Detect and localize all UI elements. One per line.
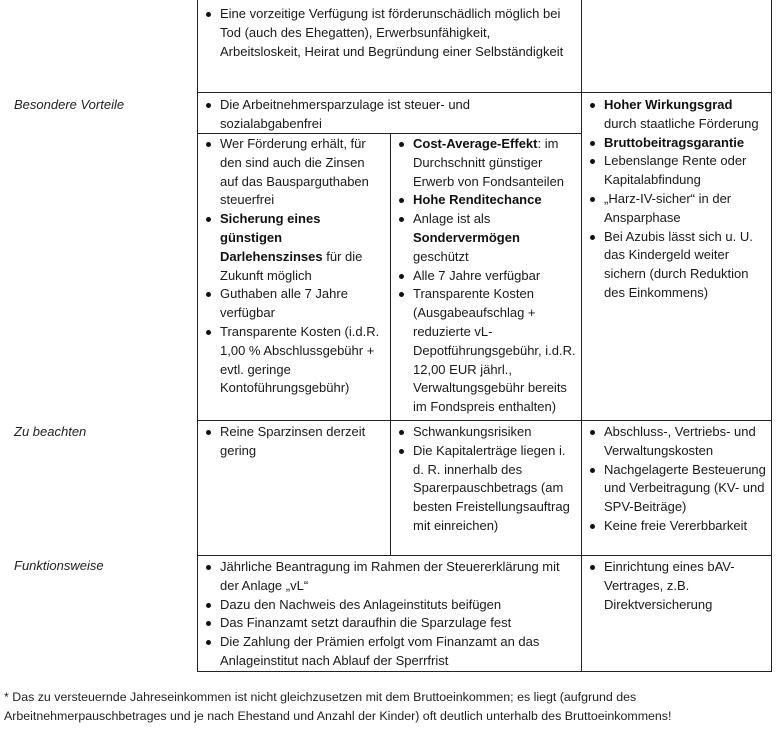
list-item: [584, 96, 768, 134]
list-item-text: geschützt: [413, 248, 469, 264]
list-item-text: für die Zukunft möglich: [220, 248, 363, 283]
list-item-text: Wer Förderung erhält, für den sind auch die Zinsen auf das Bausparguthaben steuerfrei: [220, 136, 369, 208]
list-item: [393, 135, 577, 191]
grid-line: [581, 0, 582, 672]
grid-line: [197, 671, 772, 672]
list-item: Das Finanzamt setzt daraufhin die Sparzulage fest: [200, 614, 576, 633]
grid-line: [197, 0, 198, 672]
grid-line: [197, 92, 772, 93]
list-item: Eine vorzeitige Verfügung ist förderunschädlich möglich bei Tod (auch des Ehegatten), Erwerbsunfähigkeit, Arbeitsloskeit, Heirat und Begründung einer Selbständigkeit: [200, 5, 572, 61]
list-item-text: Bei Azubis lässt sich u. U. das Kindergeld weiter sichern (durch Reduktion des Einkommens): [604, 228, 753, 300]
list-item: Schwankungsrisiken: [393, 423, 577, 442]
list-item-text: Transparente Kosten (Ausgabeaufschlag + reduzierte vL-Depotführungsgebühr, i.d.R. 12,00 EUR jährl., Verwaltungsgebühr bereits im Fondspreis enthalten): [413, 286, 576, 415]
vorteile-bausparen-cell: [200, 135, 386, 398]
grid-line: [771, 0, 772, 672]
list-item: [200, 135, 386, 210]
list-item: [200, 210, 386, 285]
list-item-text: Lebenslange Rente oder Kapitalabfindung: [604, 153, 747, 188]
beachten-col3-cell: [584, 423, 768, 536]
funktion-merged-cell: [200, 558, 576, 671]
list-item: Reine Sparzinsen derzeit gering: [200, 423, 386, 461]
footnote: * Das zu versteuernde Jahreseinkommen ist nicht gleichzusetzen mit dem Bruttoeinkommen; es liegt (aufgrund des Arbeitnehmerpauschbetrages und je nach Ehestand und Anzahl der Kinder) oft deutlich unterhalb des Bruttoeinkommens!: [4, 690, 672, 723]
row-label-besondere-vorteile: Besondere Vorteile: [14, 97, 125, 112]
row-label-funktionsweise: Funktionsweise: [14, 558, 104, 573]
list-item-text: Guthaben alle 7 Jahre verfügbar: [220, 286, 348, 321]
list-item: [584, 190, 768, 228]
list-item: [200, 323, 386, 398]
list-item-emphasis: Sicherung eines günstigen Darlehenszinses: [220, 211, 323, 264]
top-cell-verfuegung: [200, 5, 572, 61]
list-item-emphasis: Hohe Renditechance: [413, 192, 542, 208]
row-label-zu-beachten: Zu beachten: [14, 424, 87, 439]
list-item-emphasis: Bruttobeitragsgarantie: [604, 134, 745, 150]
list-item: [393, 210, 577, 266]
list-item: Dazu den Nachweis des Anlageinstituts beifügen: [200, 596, 576, 615]
list-item-text: Alle 7 Jahre verfügbar: [413, 267, 541, 283]
list-item-emphasis: Sondervermögen: [413, 229, 520, 245]
funktion-col3-cell: [584, 558, 768, 614]
list-item: Jährliche Beantragung im Rahmen der Steuererklärung mit der Anlage „vL“: [200, 558, 576, 596]
list-item: Nachgelagerte Besteuerung und Verbeitragung (KV- und SPV-Beiträge): [584, 461, 768, 517]
vorteile-fonds-cell: [393, 135, 577, 417]
list-item: [584, 152, 768, 190]
grid-line: [197, 420, 772, 421]
list-item-text: Transparente Kosten (i.d.R. 1,00 % Abschlussgebühr + evtl. geringe Kontoführungsgebühr): [220, 323, 380, 396]
list-item-text: durch staatliche Förderung: [604, 115, 759, 131]
list-item-text: „Harz-IV-sicher“ in der Ansparphase: [604, 190, 732, 225]
list-item: Keine freie Vererbbarkeit: [584, 517, 768, 536]
grid-line: [390, 133, 391, 555]
list-item: [393, 285, 577, 417]
list-item: [200, 285, 386, 323]
list-item: Die Kapitalerträge liegen i. d. R. innerhalb des Sparerpauschbetrags (am besten Freistellungsauftrag mit einreichen): [393, 442, 577, 536]
grid-line: [197, 555, 772, 556]
list-item: Einrichtung eines bAV-Vertrages, z.B. Direktversicherung: [584, 558, 768, 614]
beachten-col2-cell: [393, 423, 577, 536]
list-item: [584, 134, 768, 153]
list-item: [584, 228, 768, 303]
list-item-emphasis: Hoher Wirkungsgrad: [604, 97, 733, 112]
list-item: [393, 191, 577, 210]
vorteile-merged-cell: [200, 96, 574, 134]
list-item-emphasis: Cost-Average-Effekt: [413, 136, 538, 151]
list-item: Die Arbeitnehmersparzulage ist steuer- und sozialabgabenfrei: [200, 96, 574, 134]
vorteile-riester-cell: [584, 96, 768, 303]
list-item: Die Zahlung der Prämien erfolgt vom Finanzamt an das Anlageinstitut nach Ablauf der Sperrfrist: [200, 633, 576, 671]
list-item: Abschluss-, Vertriebs- und Verwaltungskosten: [584, 423, 768, 461]
list-item-text: : im Durchschnitt günstiger Erwerb von Fondsanteilen: [413, 136, 565, 189]
beachten-col1-cell: [200, 423, 386, 461]
list-item-text: Anlage ist als: [413, 211, 491, 227]
list-item: [393, 267, 577, 286]
